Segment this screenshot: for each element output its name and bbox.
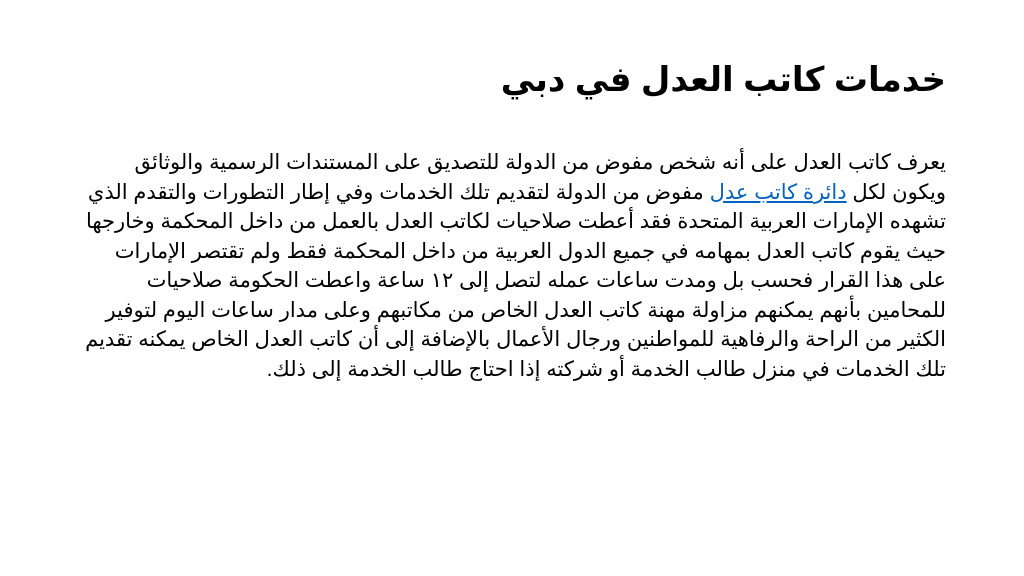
paragraph-text-start: يعرف كاتب العدل على أنه شخص مفوض من الدولة للتصديق على المستندات الرسمية والوثائق ويكون لكل [134,151,946,204]
paragraph-text-end: مفوض من الدولة لتقديم تلك الخدمات وفي إطار التطورات والتقدم الذي تشهده الإمارات العربية المتحدة فقد أعطت صلاحيات لكاتب العدل بالعمل من داخل المحكمة وخارجها حيث يقوم كاتب العدل بمهامه في جميع الدول العربية من داخل المحكمة فقط ولم تقتصر الإمارات على هذا القرار فحسب بل ومدت ساعات عمله لتصل إلى ١٢ ساعة واعطت الحكومة صلاحيات للمحامين بأنهم يمكنهم مزاولة مهنة كاتب العدل الخاص من مكاتبهم وعلى مدار ساعات اليوم لتوفير الكثير من الراحة والرفاهية للمواطنين ورجال الأعمال بالإضافة إلى أن كاتب العدل الخاص يمكنه تقديم تلك الخدمات في منزل طالب الخدمة أو شركته إذا احتاج طالب الخدمة إلى ذلك. [85,180,946,381]
notary-department-link[interactable]: دائرة كاتب عدل [709,180,847,204]
body-paragraph [78,148,946,384]
slide-title: خدمات كاتب العدل في دبي [500,61,946,99]
